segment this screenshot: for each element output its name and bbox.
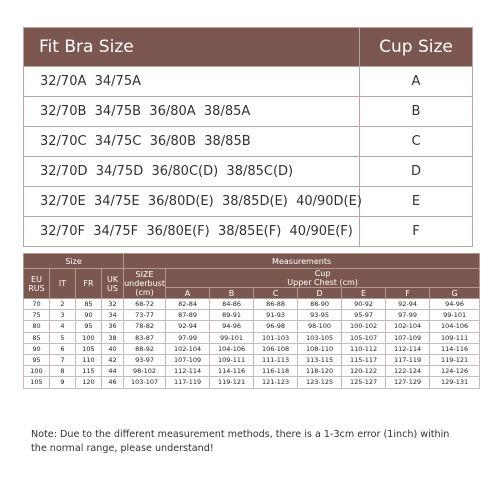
table-cell: 112-114 <box>386 343 430 354</box>
table-cell: 102-104 <box>166 343 210 354</box>
table-cell: 70 <box>24 299 50 310</box>
cup-letter-header: D <box>298 288 342 299</box>
table-cell: 2 <box>50 299 76 310</box>
table-cell: 3 <box>50 310 76 321</box>
fit-bra-size-table <box>23 27 473 247</box>
table-cell: 111-113 <box>254 354 298 365</box>
table-cell: 121-123 <box>254 377 298 388</box>
table-cell: 122-124 <box>386 366 430 377</box>
cup-size-value: B <box>360 97 473 127</box>
table-cell: 99-101 <box>430 310 480 321</box>
cup-size-value: C <box>360 127 473 157</box>
table-cell: 86-88 <box>254 299 298 310</box>
table-cell: 96-98 <box>254 321 298 332</box>
table-cell: 90-92 <box>342 299 386 310</box>
table-cell: 100-102 <box>342 321 386 332</box>
table-cell: 82-84 <box>166 299 210 310</box>
cup-letter-header: B <box>210 288 254 299</box>
table-row <box>24 377 480 388</box>
table-cell: 104-106 <box>210 343 254 354</box>
fit-bra-size-header: Fit Bra Size <box>24 28 360 67</box>
table-cell: 80 <box>24 321 50 332</box>
table-cell: 108-110 <box>298 343 342 354</box>
table-cell: 107-109 <box>386 332 430 343</box>
table-cell: 115-117 <box>342 354 386 365</box>
fit-row <box>24 157 473 187</box>
table-cell: 123-125 <box>298 377 342 388</box>
table-cell: 95-97 <box>342 310 386 321</box>
table-cell: 92-94 <box>386 299 430 310</box>
cup-letter-header: G <box>430 288 480 299</box>
table-cell: 124-126 <box>430 366 480 377</box>
cup-size-header: Cup Size <box>360 28 473 67</box>
table-cell: 105 <box>76 343 102 354</box>
table-row <box>24 321 480 332</box>
it-header: IT <box>50 269 76 299</box>
table-cell: 94-96 <box>430 299 480 310</box>
table-cell: 109-111 <box>210 354 254 365</box>
table-cell: 112-114 <box>166 366 210 377</box>
table-cell: 92-94 <box>166 321 210 332</box>
table-cell: 117-119 <box>166 377 210 388</box>
table-cell: 95 <box>24 354 50 365</box>
cup-size-value: E <box>360 187 473 217</box>
table-row <box>24 366 480 377</box>
table-cell: 88-92 <box>124 343 166 354</box>
table-cell: 98-102 <box>124 366 166 377</box>
table-cell: 120-122 <box>342 366 386 377</box>
fr-header: FR <box>76 269 102 299</box>
table-cell: 90 <box>24 343 50 354</box>
fit-row <box>24 67 473 97</box>
table-cell: 85 <box>76 299 102 310</box>
table-cell: 127-129 <box>386 377 430 388</box>
table-cell: 75 <box>24 310 50 321</box>
table-cell: 98-100 <box>298 321 342 332</box>
table-cell: 105 <box>24 377 50 388</box>
table-cell: 97-99 <box>386 310 430 321</box>
table-cell: 119-121 <box>430 354 480 365</box>
table-cell: 83-87 <box>124 332 166 343</box>
table-cell: 42 <box>102 354 124 365</box>
table-cell: 107-109 <box>166 354 210 365</box>
table-cell: 87-89 <box>166 310 210 321</box>
fit-bra-sizes: 32/70A 34/75A <box>24 67 360 97</box>
fit-row <box>24 127 473 157</box>
table-cell: 114-116 <box>210 366 254 377</box>
table-cell: 129-131 <box>430 377 480 388</box>
table-cell: 94-96 <box>210 321 254 332</box>
table-cell: 9 <box>50 377 76 388</box>
size-underbust-header: SIZE underbust (cm) <box>124 270 165 297</box>
fit-bra-sizes: 32/70B 34/75B 36/80A 38/85A <box>24 97 360 127</box>
uk-us-header: UK US <box>102 269 124 299</box>
fit-row <box>24 187 473 217</box>
table-cell: 117-119 <box>386 354 430 365</box>
table-cell: 97-99 <box>166 332 210 343</box>
cup-letter-header: E <box>342 288 386 299</box>
table-cell: 68-72 <box>124 299 166 310</box>
table-row <box>24 310 480 321</box>
measurement-note: Note: Due to the different measurement methods, there is a 1-3cm error (1inch) within the normal range, please understand! <box>31 429 450 454</box>
table-cell: 105-107 <box>342 332 386 343</box>
table-cell: 115 <box>76 366 102 377</box>
table-cell: 100 <box>24 366 50 377</box>
table-cell: 91-93 <box>254 310 298 321</box>
table-cell: 90 <box>76 310 102 321</box>
cup-size-value: F <box>360 217 473 247</box>
fit-row <box>24 217 473 247</box>
table-row <box>24 332 480 343</box>
measurements-table <box>23 253 480 389</box>
table-cell: 103-107 <box>124 377 166 388</box>
table-cell: 106-108 <box>254 343 298 354</box>
table-cell: 46 <box>102 377 124 388</box>
table-cell: 38 <box>102 332 124 343</box>
cup-letter-header: C <box>254 288 298 299</box>
table-cell: 89-91 <box>210 310 254 321</box>
table-cell: 73-77 <box>124 310 166 321</box>
table-cell: 104-106 <box>430 321 480 332</box>
table-cell: 118-120 <box>298 366 342 377</box>
table-cell: 95 <box>76 321 102 332</box>
table-row <box>24 343 480 354</box>
table-cell: 44 <box>102 366 124 377</box>
table-cell: 116-118 <box>254 366 298 377</box>
table-cell: 110-112 <box>342 343 386 354</box>
table-row <box>24 354 480 365</box>
size-group-header: Size <box>24 254 124 269</box>
table-cell: 119-121 <box>210 377 254 388</box>
table-cell: 85 <box>24 332 50 343</box>
table-cell: 8 <box>50 366 76 377</box>
table-cell: 93-95 <box>298 310 342 321</box>
measurements-group-header: Measurements <box>124 254 480 269</box>
table-cell: 32 <box>102 299 124 310</box>
fit-row <box>24 97 473 127</box>
fit-bra-sizes: 32/70D 34/75D 36/80C(D) 38/85C(D) <box>24 157 360 187</box>
cup-size-value: A <box>360 67 473 97</box>
table-cell: 6 <box>50 343 76 354</box>
table-cell: 78-82 <box>124 321 166 332</box>
table-cell: 120 <box>76 377 102 388</box>
fit-bra-sizes: 32/70E 34/75E 36/80D(E) 38/85D(E) 40/90D(E) <box>24 187 360 217</box>
table-cell: 7 <box>50 354 76 365</box>
cup-size-value: D <box>360 157 473 187</box>
cup-upper-chest-header: Cup Upper Chest (cm) <box>166 269 480 288</box>
table-cell: 34 <box>102 310 124 321</box>
table-cell: 36 <box>102 321 124 332</box>
cup-letter-header: F <box>386 288 430 299</box>
eu-rus-header: EU RUS <box>24 269 50 299</box>
table-cell: 4 <box>50 321 76 332</box>
table-cell: 110 <box>76 354 102 365</box>
table-cell: 103-105 <box>298 332 342 343</box>
fit-bra-sizes: 32/70C 34/75C 36/80B 38/85B <box>24 127 360 157</box>
table-cell: 88-90 <box>298 299 342 310</box>
table-cell: 84-86 <box>210 299 254 310</box>
table-cell: 125-127 <box>342 377 386 388</box>
table-cell: 102-104 <box>386 321 430 332</box>
cup-letter-header: A <box>166 288 210 299</box>
table-cell: 100 <box>76 332 102 343</box>
table-cell: 5 <box>50 332 76 343</box>
table-cell: 99-101 <box>210 332 254 343</box>
table-row <box>24 299 480 310</box>
table-cell: 109-111 <box>430 332 480 343</box>
table-cell: 101-103 <box>254 332 298 343</box>
table-cell: 113-115 <box>298 354 342 365</box>
table-cell: 40 <box>102 343 124 354</box>
table-cell: 114-116 <box>430 343 480 354</box>
fit-bra-sizes: 32/70F 34/75F 36/80E(F) 38/85E(F) 40/90E(F) <box>24 217 360 247</box>
table-cell: 93-97 <box>124 354 166 365</box>
